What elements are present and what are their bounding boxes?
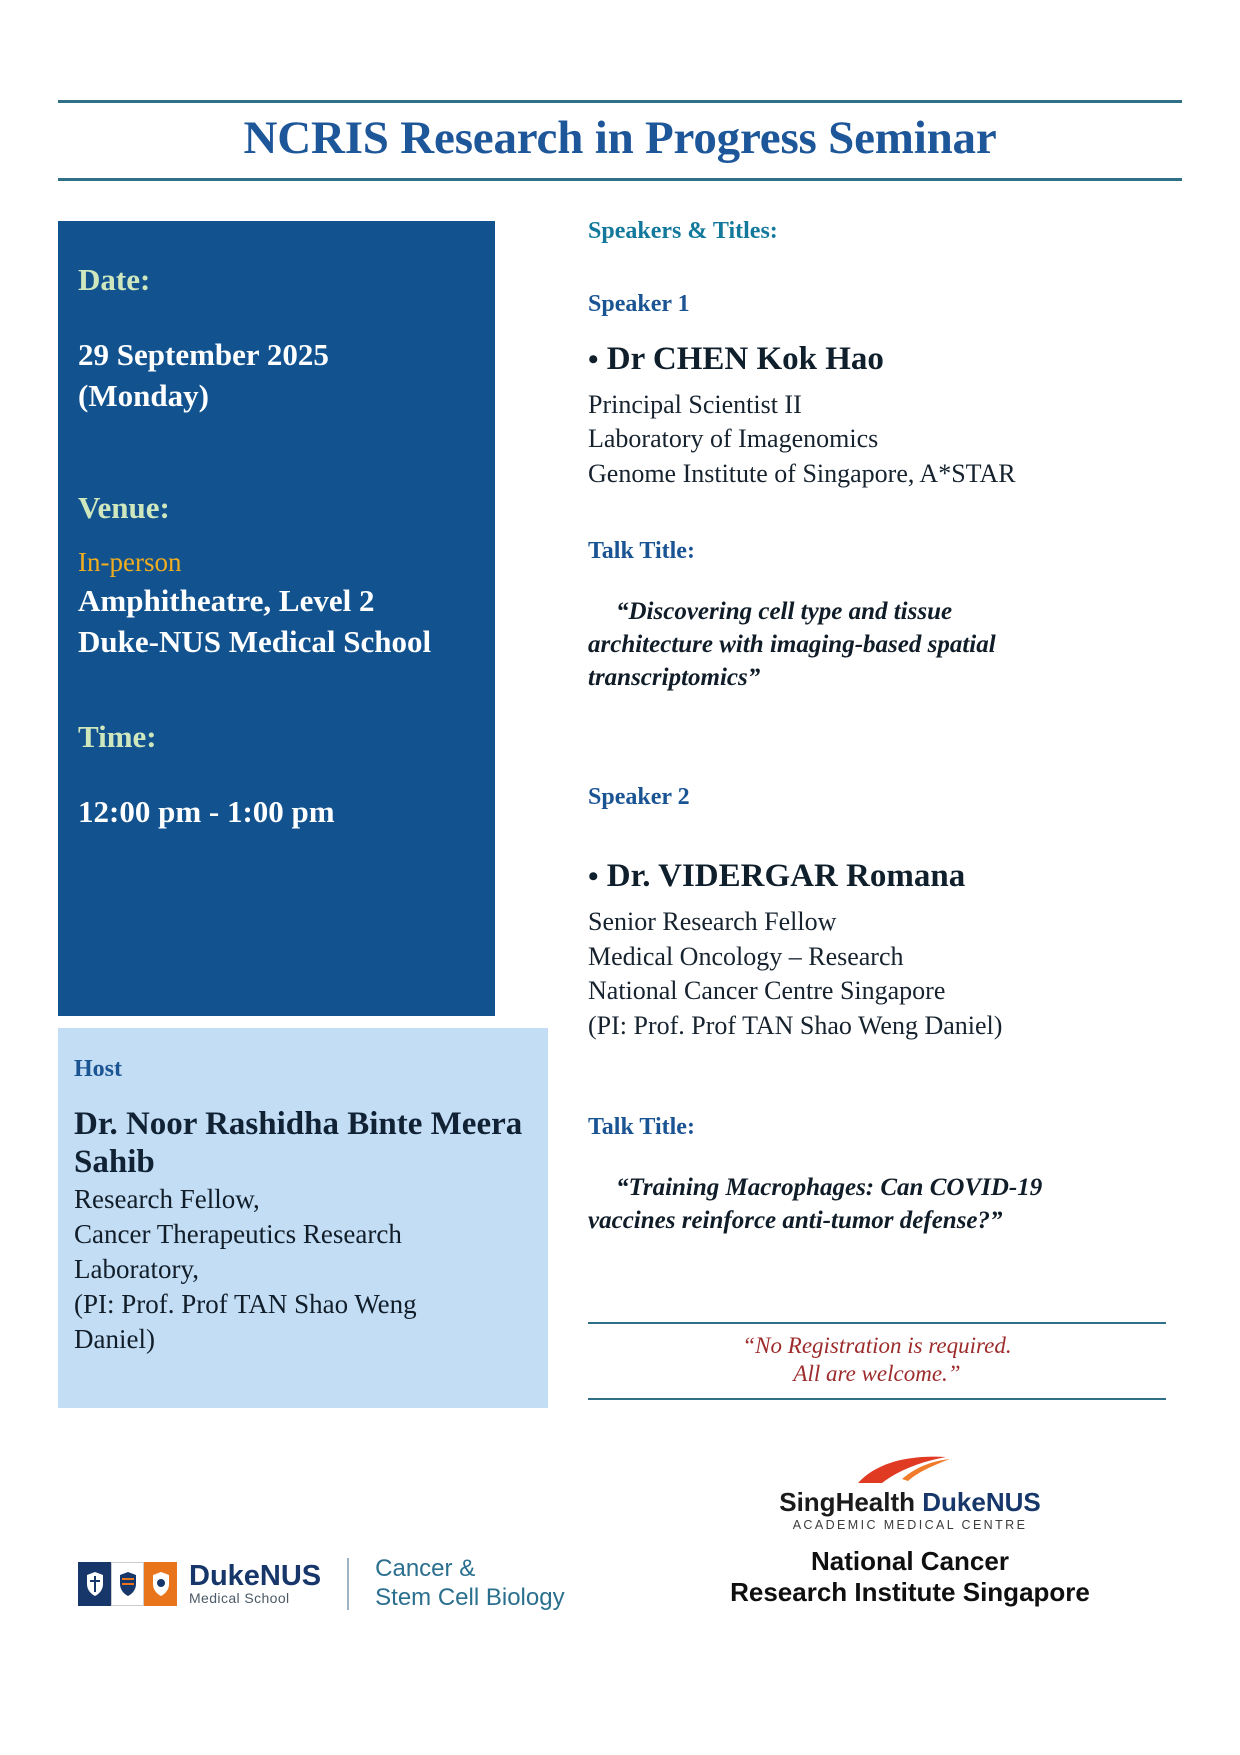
speaker-1-name: Dr CHEN Kok Hao: [606, 341, 884, 377]
speaker-2-affiliation: Senior Research Fellow: [588, 906, 837, 936]
talk-title-line: vaccines reinforce anti-tumor defense?”: [588, 1206, 1003, 1234]
talk-title-line: “Discovering cell type and tissue: [616, 598, 953, 626]
host-detail-line: Laboratory,: [74, 1253, 199, 1284]
poster-title-block: [58, 100, 1182, 181]
time-label: Time:: [78, 719, 157, 754]
ncris-line-2: Research Institute Singapore: [730, 1576, 1090, 1607]
speaker-1-affiliation: Laboratory of Imagenomics: [588, 424, 879, 454]
ncris-institute-name: [690, 1546, 1130, 1607]
venue-line2: Duke-NUS Medical School: [78, 623, 432, 659]
singhealth-dukenus-wordmark: [690, 1487, 1130, 1518]
speaker-2-name-row: [588, 857, 1148, 897]
bullet-icon: •: [588, 860, 599, 894]
registration-note: [588, 1322, 1166, 1400]
duke-nus-logo: [78, 1555, 565, 1613]
speaker-block-2: [588, 784, 1148, 1237]
host-name: Dr. Noor Rashidha Binte Meera Sahib: [74, 1106, 523, 1181]
duke-nus-shield-icon: [78, 1562, 177, 1606]
program-line-2: Stem Cell Biology: [375, 1583, 565, 1611]
page-title: NCRIS Research in Progress Seminar: [243, 112, 997, 164]
speaker-2-name: Dr. VIDERGAR Romana: [606, 858, 966, 895]
registration-note-line1: “No Registration is required.: [742, 1333, 1012, 1358]
speaker-2-talk-title-label: Talk Title:: [588, 1113, 695, 1140]
speaker-1-affiliation: Genome Institute of Singapore, A*STAR: [588, 459, 1016, 489]
duke-nus-wordmark-nus: NUS: [259, 1559, 322, 1592]
event-details-panel: [58, 221, 495, 1016]
logo-divider: [347, 1558, 349, 1610]
talk-title-line: transcriptomics”: [588, 664, 761, 692]
talk-title-line: “Training Macrophages: Can COVID-19: [616, 1173, 1043, 1201]
venue-label: Venue:: [78, 489, 170, 525]
bullet-icon: •: [588, 343, 599, 376]
ncris-line-1: National Cancer: [811, 1546, 1009, 1576]
duke-nus-wordmark-duke: Duke: [189, 1559, 260, 1592]
duke-nus-wordmark: [189, 1559, 322, 1607]
singhealth-wordmark: SingHealth: [779, 1487, 916, 1517]
program-line-1: Cancer &: [375, 1555, 476, 1582]
speaker-2-affiliation: (PI: Prof. Prof TAN Shao Weng Daniel): [588, 1011, 1003, 1041]
time-value: 12:00 pm - 1:00 pm: [78, 794, 335, 830]
cancer-stem-cell-biology-label: [375, 1555, 564, 1613]
venue-line1: Amphitheatre, Level 2: [78, 582, 375, 618]
academic-medical-centre-subtitle: ACADEMIC MEDICAL CENTRE: [792, 1518, 1028, 1532]
host-panel: [58, 1028, 548, 1408]
host-detail-line: Cancer Therapeutics Research: [74, 1218, 402, 1249]
speaker-2-talk-title: [588, 1171, 1148, 1237]
speaker-1-affiliation: Principal Scientist II: [588, 389, 802, 419]
speaker-1-name-row: [588, 340, 1148, 380]
speaker-1-talk-title: [588, 595, 1148, 694]
date-value-line1: 29 September 2025: [78, 337, 329, 373]
speaker-1-talk-title-label: Talk Title:: [588, 538, 695, 565]
speaker-block-1: [588, 291, 1148, 694]
venue-mode: In-person: [78, 546, 182, 577]
singhealth-swoosh-icon: [690, 1455, 1130, 1485]
dukenus-wordmark: DukeNUS: [922, 1487, 1041, 1517]
speakers-column: [588, 218, 1148, 1237]
speaker-1-index-label: Speaker 1: [588, 291, 690, 317]
duke-nus-subtitle: Medical School: [189, 1590, 290, 1607]
host-label: Host: [74, 1056, 122, 1082]
speaker-2-index-label: Speaker 2: [588, 784, 690, 811]
singhealth-dukenus-logo: [690, 1455, 1130, 1607]
speaker-2-affiliation: Medical Oncology – Research: [588, 941, 904, 971]
speaker-2-affiliation: National Cancer Centre Singapore: [588, 976, 946, 1006]
host-detail-line: Research Fellow,: [74, 1183, 260, 1214]
host-detail-line: (PI: Prof. Prof TAN Shao Weng: [74, 1288, 417, 1319]
registration-note-line2: All are welcome.”: [793, 1361, 961, 1387]
host-detail-line: Daniel): [74, 1323, 155, 1354]
talk-title-line: architecture with imaging-based spatial: [588, 631, 996, 659]
date-value-line2: (Monday): [78, 378, 209, 414]
speakers-heading: Speakers & Titles:: [588, 218, 778, 244]
date-label: Date:: [78, 262, 151, 297]
